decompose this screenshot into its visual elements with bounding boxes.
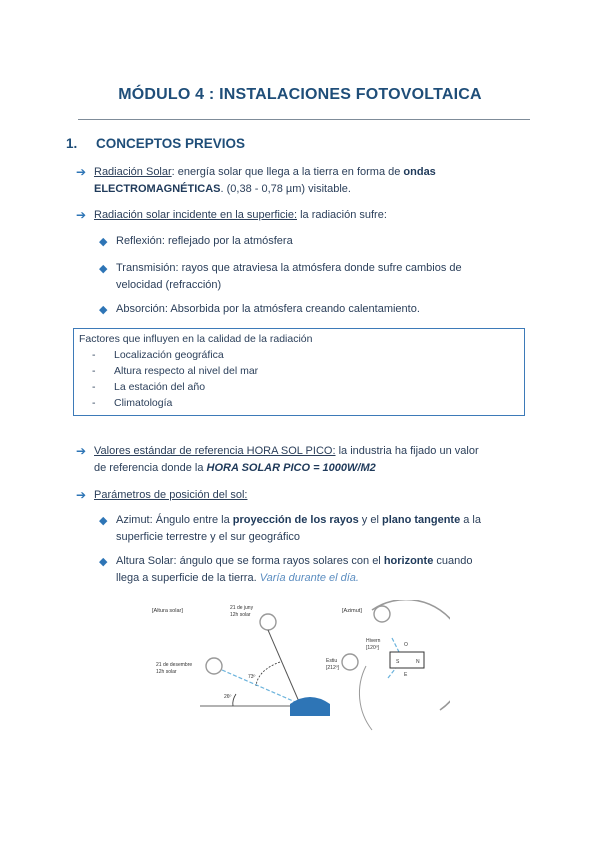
sub-text: Transmisión: rayos que atraviesa la atmósfera donde sufre cambios de xyxy=(116,262,462,274)
box-item-text: La estación del año xyxy=(114,381,206,393)
bullet-text: . (0,38 - 0,78 µm) visitable. xyxy=(220,183,351,195)
bold-text: proyección de los rayos xyxy=(232,514,359,526)
title-divider xyxy=(78,119,530,120)
bold-text: HORA SOLAR PICO = 1000W/M2 xyxy=(206,462,376,474)
bold-text: ondas xyxy=(403,166,436,178)
diamond-bullet-icon: ◆ xyxy=(99,263,108,275)
sub-text: Azimut: Ángulo entre la xyxy=(116,514,233,526)
earth-base xyxy=(290,704,330,716)
fig-winter-label: Hivern xyxy=(366,638,381,644)
fig-dec-label: 21 de desembre xyxy=(156,662,193,668)
sub-absorcion: Absorción: Absorbida por la atmósfera creando calentamiento. xyxy=(116,303,420,315)
page-title: MÓDULO 4 : INSTALACIONES FOTOVOLTAICA xyxy=(118,86,482,103)
fig-june-time: 12h solar xyxy=(230,612,251,618)
fig-summer-label: Estiu xyxy=(326,658,338,664)
fig-angle-73: 73º xyxy=(248,674,256,680)
diamond-bullet-icon: ◆ xyxy=(99,304,108,316)
bullet-text: la industria ha fijado un valor xyxy=(335,445,479,457)
fig-summer-value: [212º] xyxy=(326,665,339,671)
diamond-bullet-icon: ◆ xyxy=(99,236,108,248)
compass-n: N xyxy=(416,659,420,665)
term-label: Radiación solar incidente en la superficie: xyxy=(94,209,298,221)
box-item: - La estación del año xyxy=(92,381,206,393)
sub-text: Altura Solar: ángulo que se forma rayos solares con el xyxy=(116,555,384,567)
term-label: Valores estándar de referencia HORA SOL PICO: xyxy=(94,445,336,457)
bullet-text: de referencia donde la xyxy=(94,462,207,474)
sun-position-figure xyxy=(140,600,450,740)
sub-text: velocidad (refracción) xyxy=(116,279,222,291)
box-title: Factores que influyen en la calidad de la radiación xyxy=(79,333,313,345)
bullet-hora-sol-pico xyxy=(94,443,526,477)
arrow-bullet-icon: ➔ xyxy=(76,488,87,502)
sub-text: llega a superficie de la tierra. xyxy=(116,572,260,584)
bold-text: plano tangente xyxy=(381,514,461,526)
bullet-parametros xyxy=(94,487,526,504)
fig-angle-26: 26º xyxy=(224,694,232,700)
arrow-bullet-icon: ➔ xyxy=(76,165,87,179)
compass-s: S xyxy=(396,659,400,665)
fig-winter-value: [120º] xyxy=(366,645,379,651)
sun-summer-icon xyxy=(342,654,358,670)
box-item: - Climatología xyxy=(92,397,173,409)
sun-december-icon xyxy=(206,658,222,674)
bullet-text: : energía solar que llega a la tierra en forma de xyxy=(171,166,404,178)
angle-arc xyxy=(256,662,280,686)
arrow-bullet-icon: ➔ xyxy=(76,208,87,222)
ray-june xyxy=(268,630,300,704)
bold-text: ELECTROMAGNÉTICAS xyxy=(94,183,221,195)
sub-altura-solar xyxy=(116,553,526,587)
bold-text: horizonte xyxy=(383,555,434,567)
sun-winter-icon xyxy=(374,606,390,622)
sun-june-icon xyxy=(260,614,276,630)
sub-transmision xyxy=(116,260,526,294)
sun-path-arc xyxy=(359,666,372,730)
sub-text: superficie terrestre y el sur geográfico xyxy=(116,531,301,543)
arrow-bullet-icon: ➔ xyxy=(76,444,87,458)
fig-june-label: 21 de juny xyxy=(230,605,254,611)
term-label: Parámetros de posición del sol: xyxy=(94,489,248,501)
section-title: CONCEPTOS PREVIOS xyxy=(96,136,246,151)
box-item: - Localización geográfica xyxy=(92,349,224,361)
section-number: 1. xyxy=(66,136,78,151)
sub-text: y el xyxy=(358,514,382,526)
box-item-text: Climatología xyxy=(114,397,173,409)
factores-box xyxy=(73,328,525,416)
fig-dec-time: 12h solar xyxy=(156,669,177,675)
angle-arc xyxy=(233,694,236,706)
fig-left-label: [Altura solar] xyxy=(152,608,183,614)
sub-text: a la xyxy=(460,514,481,526)
compass-o: O xyxy=(404,642,408,648)
diamond-bullet-icon: ◆ xyxy=(99,556,108,568)
box-item-text: Altura respecto al nivel del mar xyxy=(114,365,259,377)
sub-reflexion: Reflexión: reflejado por la atmósfera xyxy=(116,235,293,247)
sub-text: cuando xyxy=(433,555,473,567)
diamond-bullet-icon: ◆ xyxy=(99,515,108,527)
compass-e: E xyxy=(404,672,408,678)
italic-note: Varía durante el día. xyxy=(259,572,359,584)
box-item-text: Localización geográfica xyxy=(114,349,224,361)
bullet-radiacion-solar xyxy=(94,164,526,198)
section-heading xyxy=(66,136,245,151)
box-item: - Altura respecto al nivel del mar xyxy=(92,365,259,377)
bullet-radiacion-incidente xyxy=(94,207,526,224)
bullet-text: la radiación sufre: xyxy=(297,209,387,221)
sub-azimut xyxy=(116,512,526,546)
term-label: Radiación Solar xyxy=(94,166,172,178)
fig-right-label: [Azimut] xyxy=(342,608,362,614)
